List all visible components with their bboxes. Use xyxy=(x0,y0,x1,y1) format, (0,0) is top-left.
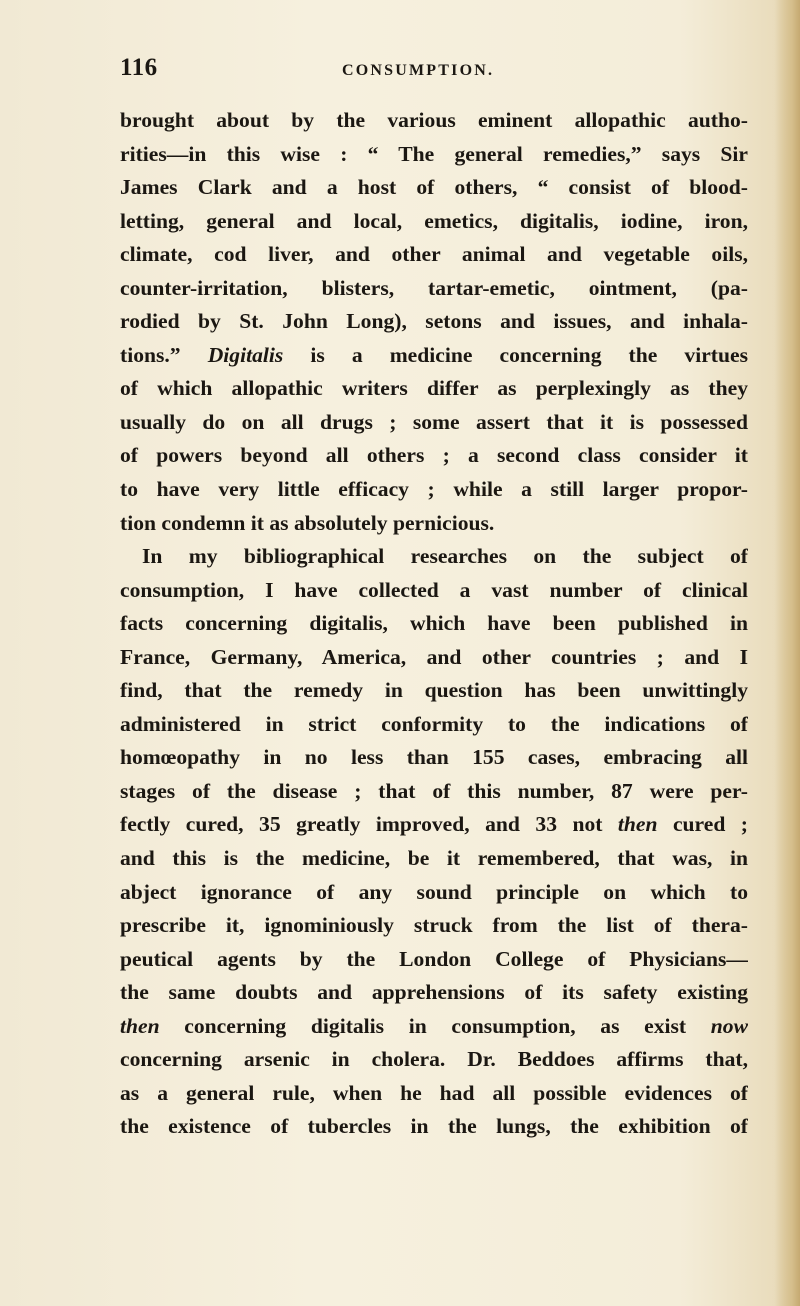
text-line: the same doubts and apprehensions of its safety existing xyxy=(120,980,748,1005)
page-header xyxy=(120,54,760,94)
paragraph-start-line: In my bibliographical researches on the subject of xyxy=(142,544,748,569)
italic-digitalis: Digitalis xyxy=(207,342,284,367)
text-line: as a general rule, when he had all possible evidences of xyxy=(120,1080,748,1105)
text-line: of which allopathic writers differ as perplexingly as they xyxy=(120,376,748,401)
text-line: rodied by St. John Long), setons and issues, and inhala- xyxy=(120,309,748,334)
text-line: the existence of tubercles in the lungs, the exhibition of xyxy=(120,1114,748,1139)
text-line: tion condemn it as absolutely pernicious. xyxy=(120,510,495,535)
italic-then: then xyxy=(120,1013,160,1038)
text-line: tions.” Digitalis is a medicine concerning the virtues xyxy=(120,342,748,367)
running-head: CONSUMPTION. xyxy=(342,62,495,79)
italic-then: then xyxy=(617,812,658,837)
text-line: and this is the medicine, be it remembered, that was, in xyxy=(120,846,748,871)
text-line: France, Germany, America, and other countries ; and I xyxy=(120,644,748,669)
page-edge-shadow xyxy=(774,0,800,1306)
text-line: then concerning digitalis in consumption, as exist now xyxy=(120,1013,748,1038)
text-line: concerning arsenic in cholera. Dr. Beddoes affirms that, xyxy=(120,1047,748,1072)
text-line: brought about by the various eminent allopathic autho- xyxy=(120,108,748,132)
body-text xyxy=(120,104,748,1144)
text-line: peutical agents by the London College of Physicians— xyxy=(120,946,748,971)
text-line: to have very little efficacy ; while a still larger propor- xyxy=(120,477,748,502)
text-line: consumption, I have collected a vast number of clinical xyxy=(120,577,748,602)
text-line: abject ignorance of any sound principle on which to xyxy=(120,879,748,904)
page-number: 116 xyxy=(120,54,158,81)
text-line: counter-irritation, blisters, tartar-emetic, ointment, (pa- xyxy=(120,275,748,300)
text-line: facts concerning digitalis, which have been published in xyxy=(120,611,748,636)
text-line: find, that the remedy in question has been unwittingly xyxy=(120,678,748,703)
text-line: homœopathy in no less than 155 cases, embracing all xyxy=(120,745,748,770)
text-line: climate, cod liver, and other animal and vegetable oils, xyxy=(120,242,748,267)
text-line: letting, general and local, emetics, digitalis, iodine, iron, xyxy=(120,208,748,233)
text-line: stages of the disease ; that of this number, 87 were per- xyxy=(120,778,748,803)
text-line: of powers beyond all others ; a second class consider it xyxy=(120,443,748,468)
text-line: prescribe it, ignominiously struck from the list of thera- xyxy=(120,913,748,938)
italic-now: now xyxy=(710,1013,748,1038)
text-line: administered in strict conformity to the indications of xyxy=(120,711,748,736)
text-line: rities—in this wise : “ The general remedies,” says Sir xyxy=(120,141,748,166)
text-line: James Clark and a host of others, “ consist of blood- xyxy=(120,175,748,200)
text-line: fectly cured, 35 greatly improved, and 33 not then cured ; xyxy=(120,812,748,837)
text-line: usually do on all drugs ; some assert that it is possessed xyxy=(120,409,748,434)
